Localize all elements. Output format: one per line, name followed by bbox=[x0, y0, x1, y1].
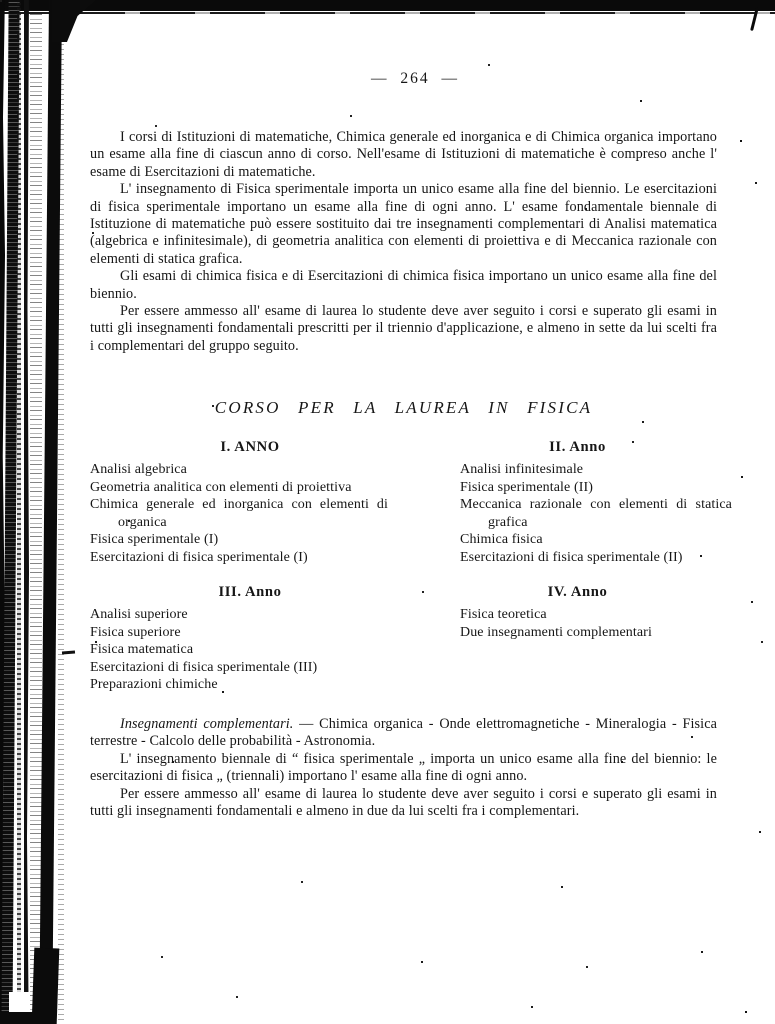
binding-stripe bbox=[24, 0, 29, 1024]
course-item: Geometria analitica con elementi di proiettiva bbox=[90, 479, 352, 495]
year-header-3: III. Anno bbox=[218, 584, 282, 600]
complementary-lead: Insegnamenti complementari. bbox=[120, 716, 294, 732]
course-item: Preparazioni chimiche bbox=[90, 677, 218, 693]
course-item: Fisica teoretica bbox=[460, 607, 547, 622]
paragraph: Per essere ammesso all' esame di laurea lo studente deve aver seguito i corsi e superato gli esami in tutti gli insegnamenti fondamentali e almeno in due da lui scelti fra i complementari. bbox=[90, 785, 717, 820]
paragraph: Gli esami di chimica fisica e di Esercitazioni di chimica fisica importano un unico esame alla fine del biennio. bbox=[90, 268, 717, 302]
course-item: Esercitazioni di fisica sperimentale (III) bbox=[90, 659, 318, 675]
course-item: Chimica generale ed inorganica con elementi di organica bbox=[90, 497, 388, 530]
margin-dash-mark bbox=[62, 651, 75, 655]
year-header-4: IV. Anno bbox=[547, 584, 608, 600]
course-item: Esercitazioni di fisica sperimentale (II) bbox=[460, 549, 683, 565]
course-item: Analisi superiore bbox=[90, 607, 188, 622]
section-heading: CORSO PER LA LAUREA IN FISICA bbox=[214, 398, 593, 417]
course-list-year-1 bbox=[90, 461, 388, 567]
binding-stripe bbox=[58, 0, 64, 1024]
page-number: — 264 — bbox=[371, 70, 459, 87]
scan-top-edge bbox=[0, 0, 775, 11]
year-header-1: I. ANNO bbox=[220, 439, 280, 455]
intro-paragraphs bbox=[90, 129, 717, 355]
scan-bottom-smudge bbox=[9, 992, 30, 1012]
course-list-year-4 bbox=[460, 606, 732, 641]
course-item: Analisi algebrica bbox=[90, 462, 187, 477]
course-item: Meccanica razionale con elementi di statica grafica bbox=[460, 497, 732, 530]
course-item: Due insegnamenti complementari bbox=[460, 624, 652, 640]
course-item: Chimica fisica bbox=[460, 532, 543, 548]
year-header-2: II. Anno bbox=[549, 439, 606, 455]
paragraph: L' insegnamento biennale di “ fisica sperimentale „ importa un unico esame alla fine del biennio: le esercitazioni di fisica „ (triennali) importano l' esame alla fine di ogni anno. bbox=[90, 750, 717, 785]
closing-paragraphs bbox=[90, 716, 717, 820]
complementary-paragraph bbox=[90, 716, 717, 751]
paragraph: I corsi di Istituzioni di matematiche, Chimica generale ed inorganica e di Chimica organica importano un esame alla fine di ciascun anno di corso. Nell'esame di Istituzioni di matematiche è compreso anche l' esame di Esercitazioni di matematiche. bbox=[90, 129, 717, 180]
complementary-rest: — Chimica organica - Onde elettromagnetiche - Mineralogia - Fisica terrestre - Calcolo delle probabilità - Astronomia. bbox=[90, 716, 717, 750]
book-binding-edge bbox=[0, 0, 72, 1024]
course-list-year-2 bbox=[460, 461, 732, 567]
scan-bottom-smudge bbox=[0, 1012, 42, 1024]
course-item: Esercitazioni di fisica sperimentale (I) bbox=[90, 549, 308, 565]
scan-top-streak bbox=[0, 12, 775, 14]
course-item: Analisi infinitesimale bbox=[460, 462, 584, 477]
course-item: Fisica superiore bbox=[90, 624, 181, 640]
binding-stripe bbox=[17, 0, 21, 1024]
paragraph: Per essere ammesso all' esame di laurea lo studente deve aver seguito i corsi e superato gli esami in tutti gli insegnamenti fondamentali prescritti per il triennio d'applicazione, e almeno in sette da lui scelti fra i complementari del gruppo seguito. bbox=[90, 303, 717, 354]
course-list-year-3 bbox=[90, 606, 388, 694]
course-item: Fisica matematica bbox=[90, 642, 194, 658]
course-item: Fisica sperimentale (I) bbox=[90, 532, 219, 548]
paragraph: L' insegnamento di Fisica sperimentale importa un unico esame alla fine del biennio. Le esercitazioni di fisica sperimentale importano un esame alla fine di ogni anno. L' esame fondamentale biennale di Istituzione di matematiche può essere sostituito dai tre insegnamenti complementari di Analisi matematica (algebrica e infinitesimale), di geometria analitica con elementi di proiettiva e di Meccanica razionale con elementi di statica grafica. bbox=[90, 181, 717, 267]
scan-noise-specks bbox=[0, 0, 1, 1]
course-item: Fisica sperimentale (II) bbox=[460, 479, 594, 495]
